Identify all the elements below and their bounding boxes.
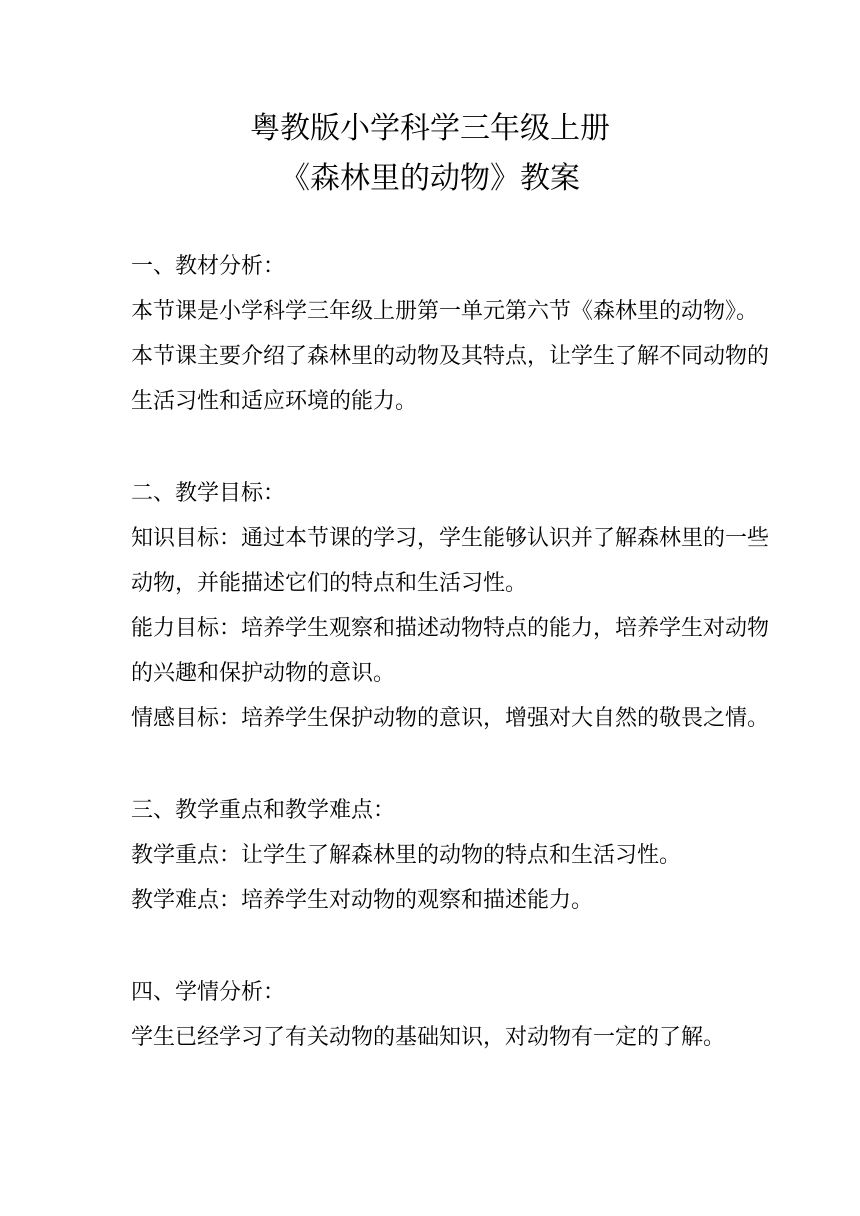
section-heading: 二、教学目标： <box>131 481 286 506</box>
section-heading: 四、学情分析： <box>131 980 286 1005</box>
section-paragraph: 学生已经学习了有关动物的基础知识，对动物有一定的了解。 <box>131 1025 726 1050</box>
document-body <box>131 244 771 1060</box>
section-spacer <box>131 923 771 970</box>
section-paragraph: 本节课是小学科学三年级上册第一单元第六节《森林里的动物》。本节课主要介绍了森林里的动物及其特点，让学生了解不同动物的生活习性和适应环境的能力。 <box>131 299 770 414</box>
section-spacer <box>131 741 771 788</box>
section-textbook-analysis <box>131 244 771 424</box>
section-paragraph: 情感目标：培养学生保护动物的意识，增强对大自然的敬畏之情。 <box>131 706 770 731</box>
section-paragraph: 知识目标：通过本节课的学习，学生能够认识并了解森林里的一些动物，并能描述它们的特点和生活习性。 <box>131 526 770 596</box>
section-spacer <box>131 424 771 471</box>
title-line-2: 《森林里的动物》教案 <box>280 161 580 196</box>
section-student-analysis <box>131 970 771 1060</box>
section-paragraph: 教学重点：让学生了解森林里的动物的特点和生活习性。 <box>131 843 682 868</box>
section-paragraph: 教学难点：培养学生对动物的观察和描述能力。 <box>131 888 594 913</box>
section-key-points <box>131 788 771 923</box>
section-heading: 三、教学重点和教学难点： <box>131 798 396 823</box>
title-line-1: 粤教版小学科学三年级上册 <box>250 111 610 146</box>
section-teaching-objectives <box>131 471 771 741</box>
section-heading: 一、教材分析： <box>131 254 286 279</box>
section-paragraph: 能力目标：培养学生观察和描述动物特点的能力，培养学生对动物的兴趣和保护动物的意识。 <box>131 616 770 686</box>
document-title <box>0 104 860 204</box>
